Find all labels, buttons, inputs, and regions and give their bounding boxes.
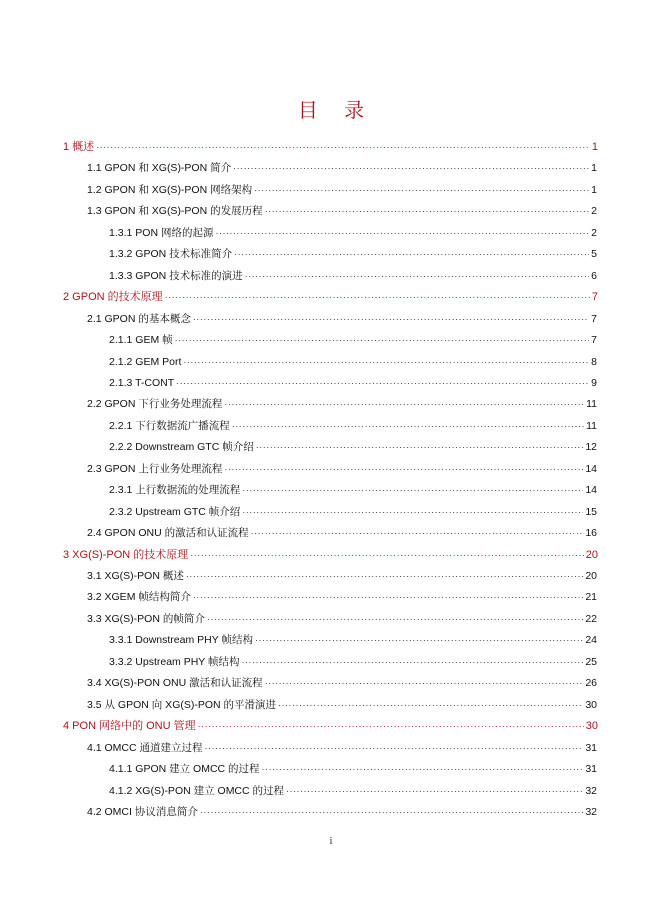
toc-entry-level-3[interactable] (109, 655, 597, 669)
toc-entry-page: 11 (586, 420, 597, 432)
toc-leader-dots (96, 140, 590, 154)
toc-entry-title: 2.2 GPON 下行业务处理流程 (87, 398, 223, 410)
toc-entry-level-3[interactable] (109, 784, 597, 798)
toc-entry-page: 9 (591, 377, 597, 389)
toc-entry-title: 4.2 OMCI 协议消息简介 (87, 806, 198, 818)
toc-entry-level-3[interactable] (109, 333, 597, 347)
toc-entry-title: 2 GPON 的技术原理 (63, 291, 163, 303)
toc-entry-title: 2.3.2 Upstream GTC 帧介绍 (109, 506, 241, 518)
toc-entry-title: 4.1.2 XG(S)-PON 建立 OMCC 的过程 (109, 785, 285, 797)
toc-entry-page: 20 (585, 549, 598, 561)
toc-entry-level-3[interactable] (109, 376, 597, 390)
toc-leader-dots (224, 462, 583, 476)
toc-leader-dots (286, 784, 583, 798)
toc-leader-dots (245, 269, 590, 283)
toc-entry-page: 7 (591, 291, 598, 303)
toc-entry-title: 2.3.1 上行数据流的处理流程 (109, 484, 241, 496)
toc-entry-page: 15 (585, 506, 597, 518)
toc-entry-title: 3.2 XGEM 帧结构简介 (87, 591, 191, 603)
toc-entry-title: 3 XG(S)-PON 的技术原理 (63, 549, 189, 561)
toc-leader-dots (193, 312, 589, 326)
toc-entry-level-2[interactable] (87, 612, 597, 626)
toc-title: 目 录 (297, 98, 375, 122)
toc-leader-dots (224, 397, 584, 411)
toc-entry-level-3[interactable] (109, 247, 597, 261)
toc-leader-dots (242, 655, 584, 669)
toc-entry-page: 11 (586, 398, 597, 410)
toc-leader-dots (265, 676, 584, 690)
toc-entry-title: 4.1 OMCC 通道建立过程 (87, 742, 203, 754)
toc-leader-dots (165, 290, 590, 304)
toc-leader-dots (183, 355, 589, 369)
toc-leader-dots (200, 805, 583, 819)
toc-entry-level-2[interactable] (87, 526, 597, 540)
toc-entry-title: 1.3.3 GPON 技术标准的演进 (109, 270, 243, 282)
toc-leader-dots (262, 762, 584, 776)
toc-entry-page: 5 (591, 248, 597, 260)
toc-entry-title: 4.1.1 GPON 建立 OMCC 的过程 (109, 763, 260, 775)
toc-entry-page: 25 (585, 656, 597, 668)
toc-entry-level-2[interactable] (87, 676, 597, 690)
toc-entry-level-3[interactable] (109, 633, 597, 647)
toc-entry-page: 2 (591, 227, 597, 239)
toc-entry-level-3[interactable] (109, 762, 597, 776)
toc-entry-page: 21 (585, 591, 597, 603)
toc-entry-title: 1.3.2 GPON 技术标准简介 (109, 248, 233, 260)
toc-entry-page: 12 (585, 441, 597, 453)
toc-entry-level-1[interactable] (63, 548, 598, 562)
toc-entry-level-1[interactable] (63, 290, 598, 304)
toc-entry-page: 1 (591, 184, 597, 196)
toc-entry-page: 32 (585, 806, 597, 818)
toc-entry-page: 1 (591, 162, 597, 174)
toc-entry-level-2[interactable] (87, 698, 597, 712)
toc-leader-dots (254, 183, 589, 197)
toc-entry-page: 20 (585, 570, 597, 582)
toc-entry-title: 3.3.1 Downstream PHY 帧结构 (109, 634, 253, 646)
toc-leader-dots (176, 376, 589, 390)
toc-entry-page: 6 (591, 270, 597, 282)
toc-entry-level-3[interactable] (109, 440, 597, 454)
toc-entry-page: 31 (585, 742, 597, 754)
toc-leader-dots (205, 741, 584, 755)
toc-entry-title: 2.1.1 GEM 帧 (109, 334, 173, 346)
toc-leader-dots (215, 226, 589, 240)
toc-entry-title: 3.4 XG(S)-PON ONU 激活和认证流程 (87, 677, 263, 689)
toc-entry-page: 14 (585, 484, 597, 496)
toc-entry-level-2[interactable] (87, 462, 597, 476)
toc-entry-page: 24 (585, 634, 597, 646)
toc-entry-page: 14 (585, 463, 597, 475)
toc-entry-level-3[interactable] (109, 226, 597, 240)
toc-leader-dots (233, 161, 589, 175)
toc-leader-dots (190, 548, 583, 562)
toc-entry-level-2[interactable] (87, 741, 597, 755)
toc-leader-dots (242, 505, 583, 519)
page-number: i (329, 836, 333, 847)
toc-entry-level-2[interactable] (87, 312, 597, 326)
toc-entry-title: 2.1 GPON 的基本概念 (87, 313, 191, 325)
toc-entry-page: 7 (591, 334, 597, 346)
toc-leader-dots (232, 419, 584, 433)
toc-entry-page: 2 (591, 205, 597, 217)
toc-entry-level-2[interactable] (87, 397, 597, 411)
toc-entry-title: 1.3.1 PON 网络的起源 (109, 227, 214, 239)
toc-entry-page: 8 (591, 356, 597, 368)
toc-entry-title: 2.1.2 GEM Port (109, 356, 182, 368)
toc-leader-dots (255, 633, 583, 647)
toc-leader-dots (256, 440, 584, 454)
toc-entry-level-2[interactable] (87, 204, 597, 218)
toc-leader-dots (175, 333, 590, 347)
toc-entry-page: 7 (591, 313, 597, 325)
toc-leader-dots (251, 526, 584, 540)
toc-entry-title: 1.1 GPON 和 XG(S)-PON 简介 (87, 162, 232, 174)
toc-entry-level-2[interactable] (87, 805, 597, 819)
toc-entry-level-3[interactable] (109, 355, 597, 369)
toc-entry-page: 22 (585, 613, 597, 625)
toc-entry-level-3[interactable] (109, 483, 597, 497)
toc-entry-page: 32 (585, 785, 597, 797)
toc-entry-level-2[interactable] (87, 569, 597, 583)
toc-entry-title: 2.4 GPON ONU 的激活和认证流程 (87, 527, 249, 539)
toc-entry-title: 1.3 GPON 和 XG(S)-PON 的发展历程 (87, 205, 263, 217)
toc-entry-page: 30 (585, 699, 597, 711)
toc-entry-page: 16 (585, 527, 597, 539)
toc-entry-title: 1.2 GPON 和 XG(S)-PON 网络架构 (87, 184, 253, 196)
toc-entry-title: 3.3 XG(S)-PON 的帧简介 (87, 613, 205, 625)
toc-entry-level-3[interactable] (109, 505, 597, 519)
toc-entry-title: 3.3.2 Upstream PHY 帧结构 (109, 656, 240, 668)
toc-entry-title: 2.3 GPON 上行业务处理流程 (87, 463, 223, 475)
toc-leader-dots (198, 719, 584, 733)
toc-entry-level-3[interactable] (109, 419, 597, 433)
toc-leader-dots (242, 483, 583, 497)
toc-entry-level-1[interactable] (63, 140, 598, 154)
toc-entry-title: 2.1.3 T-CONT (109, 377, 175, 389)
toc-leader-dots (234, 247, 589, 261)
toc-entry-title: 4 PON 网络中的 ONU 管理 (63, 720, 196, 732)
toc-leader-dots (193, 590, 583, 604)
toc-entry-page: 30 (585, 720, 598, 732)
toc-entry-level-1[interactable] (63, 719, 598, 733)
toc-entry-level-2[interactable] (87, 183, 597, 197)
toc-entry-level-2[interactable] (87, 590, 597, 604)
toc-entry-level-2[interactable] (87, 161, 597, 175)
toc-entry-title: 1 概述 (63, 141, 95, 153)
toc-entry-title: 2.2.2 Downstream GTC 帧介绍 (109, 441, 254, 453)
toc-entry-title: 3.5 从 GPON 向 XG(S)-PON 的平滑演进 (87, 699, 277, 711)
toc-leader-dots (265, 204, 590, 218)
toc-entry-level-3[interactable] (109, 269, 597, 283)
toc-entry-title: 3.1 XG(S)-PON 概述 (87, 570, 184, 582)
toc-entry-title: 2.2.1 下行数据流广播流程 (109, 420, 230, 432)
toc-leader-dots (186, 569, 583, 583)
toc-entry-page: 26 (585, 677, 597, 689)
toc-entry-page: 31 (585, 763, 597, 775)
toc-leader-dots (207, 612, 583, 626)
toc-entry-page: 1 (591, 141, 598, 153)
toc-leader-dots (278, 698, 583, 712)
